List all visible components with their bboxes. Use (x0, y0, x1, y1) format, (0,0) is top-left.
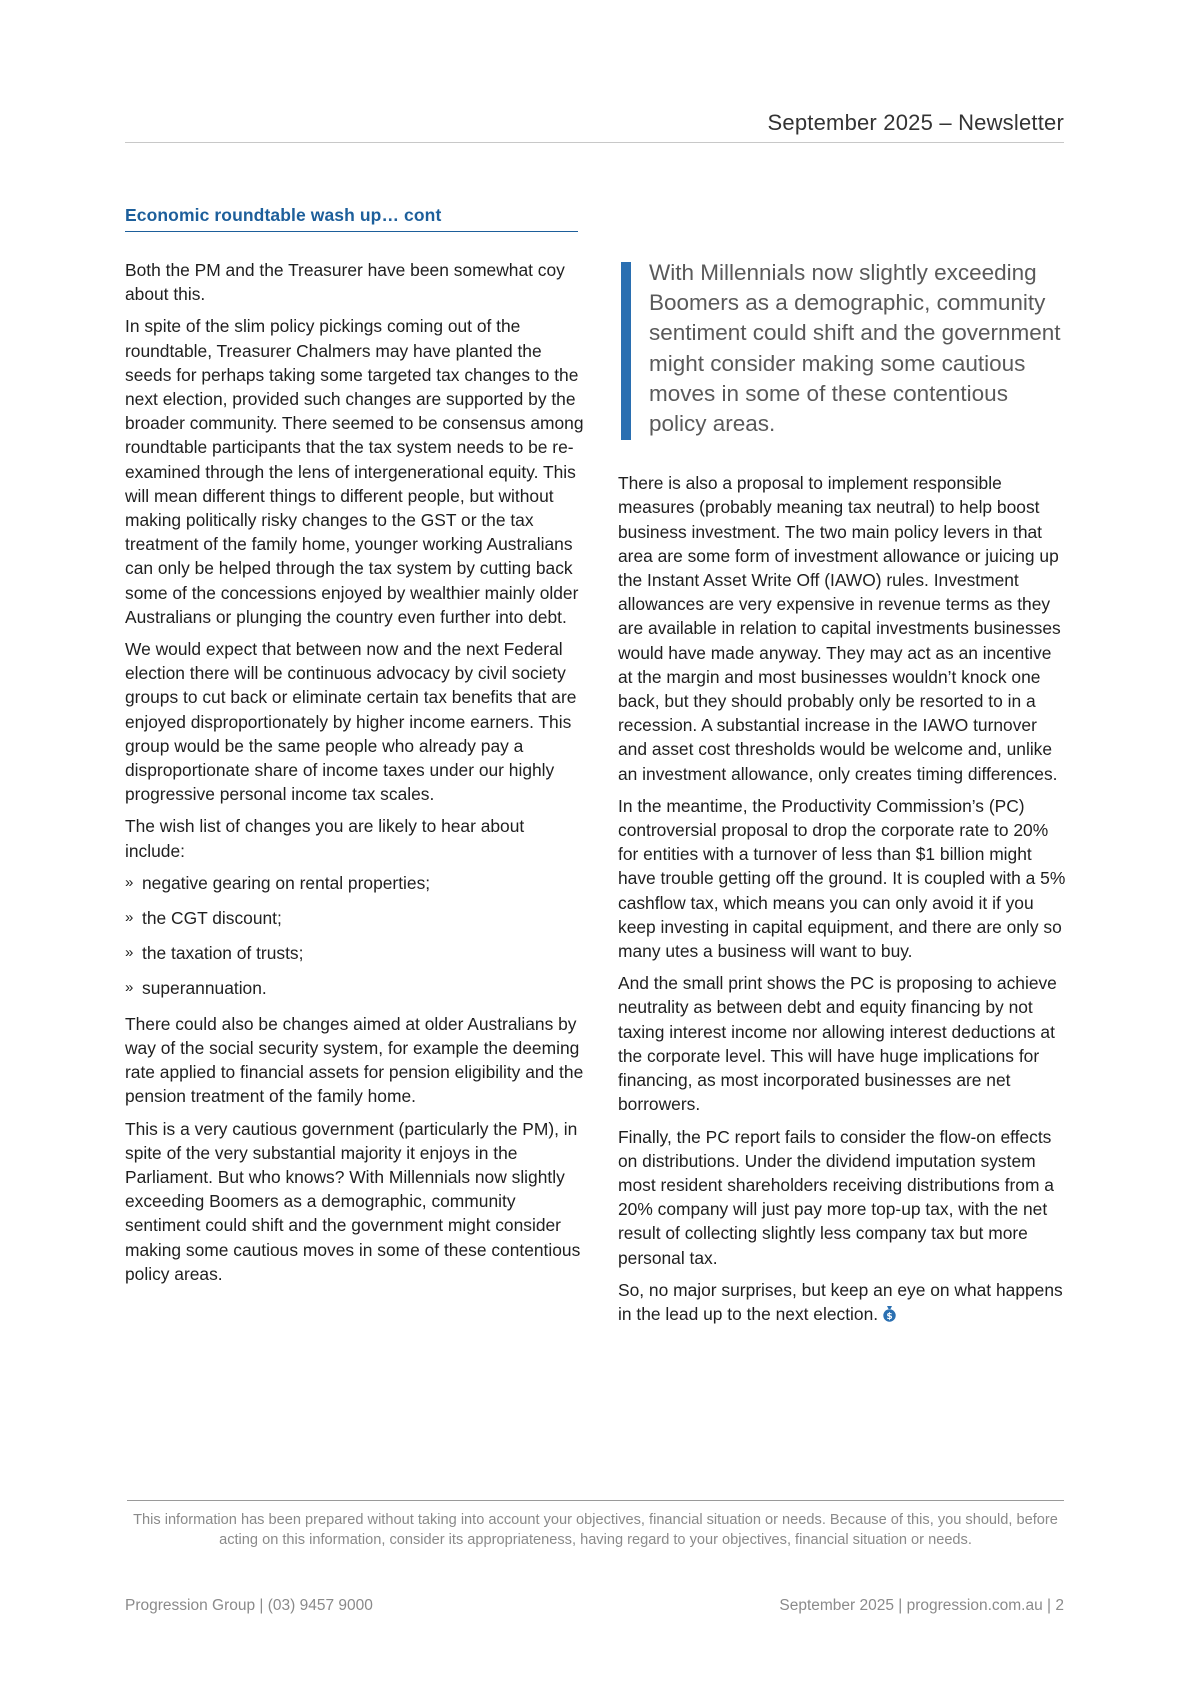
header-divider (125, 142, 1064, 143)
paragraph: This is a very cautious government (particularly the PM), in spite of the very substantial majority it enjoys in the Parliament. But who knows? With Millennials now slightly exceeding Boomers as a demographic, community sentiment could shift and the government might consider making some cautious moves in some of these contentious policy areas. (125, 1118, 581, 1284)
footer-contact: Progression Group | (03) 9457 9000 (125, 1597, 373, 1614)
paragraph: We would expect that between now and the next Federal election there will be continuous advocacy by civil society groups to cut back or eliminate certain tax benefits that are enjoyed disproportionately by higher income earners. This group would be the same people who already pay a disproportionate share of income taxes under our highly progressive personal income tax scales. (125, 639, 577, 805)
paragraph: Both the PM and the Treasurer have been somewhat coy about this. (125, 260, 565, 305)
wish-list (125, 871, 585, 1001)
list-item: » negative gearing on rental properties; (125, 871, 585, 895)
pull-quote-bar (621, 262, 631, 440)
newsletter-header-title: September 2025 – Newsletter (767, 110, 1064, 135)
paragraph: In spite of the slim policy pickings coming out of the roundtable, Treasurer Chalmers may have planted the seeds for perhaps taking some targeted tax changes to the next election, provided such changes are supported by the broader community. There seemed to be consensus among roundtable participants that the tax system needs to be re-examined through the lens of intergenerational equity. This will mean different things to different people, but without making politically risky changes to the GST or the tax treatment of the family home, younger working Australians can only be helped through the tax system by cutting back some of the concessions enjoyed by wealthier mainly older Australians or plunging the country even further into debt. (125, 316, 584, 627)
paragraph: There could also be changes aimed at older Australians by way of the social security system, for example the deeming rate applied to financial assets for pension eligibility and the pension treatment of the family home. (125, 1013, 584, 1107)
paragraph: And the small print shows the PC is proposing to achieve neutrality as between debt and equity financing by not taxing interest income nor allowing interest deductions at the corporate level. This will have huge implications for financing, as most incorporated businesses are net borrowers. (618, 973, 1057, 1115)
pull-quote-text: With Millennials now slightly exceeding Boomers as a demographic, community sentiment could shift and the government might consider making some cautious moves in some of these contentious policy areas. (649, 260, 1061, 437)
pull-quote (618, 258, 1068, 439)
disclaimer: This information has been prepared without taking into account your objectives, financial situation or needs. Because of this, you should, before acting on this information, consider its appropriateness, having regard to your objectives, financial situation or needs. (133, 1512, 1058, 1548)
paragraph: There is also a proposal to implement responsible measures (probably meaning tax neutral) to help boost business investment. The two main policy levers in that area are some form of investment allowance or juicing up the Instant Asset Write Off (IAWO) rules. Investment allowances are very expensive in revenue terms as they are available in relation to capital investments businesses would have made anyway. They may act as an incentive at the margin and most businesses wouldn’t knock one back, but they should probably only be resorted to in a recession. A substantial increase in the IAWO turnover and asset cost thresholds would be welcome and, unlike an investment allowance, only creates timing differences. (618, 473, 1061, 784)
left-column (125, 205, 585, 1294)
bullet-icon: » (125, 979, 134, 997)
footer-divider (127, 1500, 1064, 1501)
paragraph: So, no major surprises, but keep an eye on what happens in the lead up to the next election. $ (618, 1279, 1063, 1324)
money-bag-icon (882, 1305, 897, 1322)
section-heading: Economic roundtable wash up… cont (125, 205, 578, 232)
bullet-icon: » (125, 873, 134, 891)
paragraph: Finally, the PC report fails to consider the flow-on effects on distributions. Under the dividend imputation system most resident shareholders receiving distributions from a 20% company will just pay more top-up tax, with the net result of collecting slightly less company tax but more personal tax. (618, 1126, 1054, 1268)
bullet-icon: » (125, 909, 134, 927)
list-item: » superannuation. (125, 976, 585, 1000)
list-item: » the taxation of trusts; (125, 941, 585, 965)
svg-text:$: $ (886, 1311, 893, 1322)
paragraph: The wish list of changes you are likely to hear about include: (125, 816, 525, 861)
list-item: » the CGT discount; (125, 906, 585, 930)
right-column (618, 258, 1068, 1334)
paragraph: In the meantime, the Productivity Commission’s (PC) controversial proposal to drop the corporate rate to 20% for entities with a turnover of less than $1 billion might have trouble getting off the ground. It is coupled with a 5% cashflow tax, which means you can only avoid it if you keep investing in capital equipment, and there are only so many utes a business will want to buy. (618, 795, 1066, 962)
footer-page-info: September 2025 | progression.com.au | 2 (779, 1597, 1064, 1614)
bullet-icon: » (125, 944, 134, 962)
